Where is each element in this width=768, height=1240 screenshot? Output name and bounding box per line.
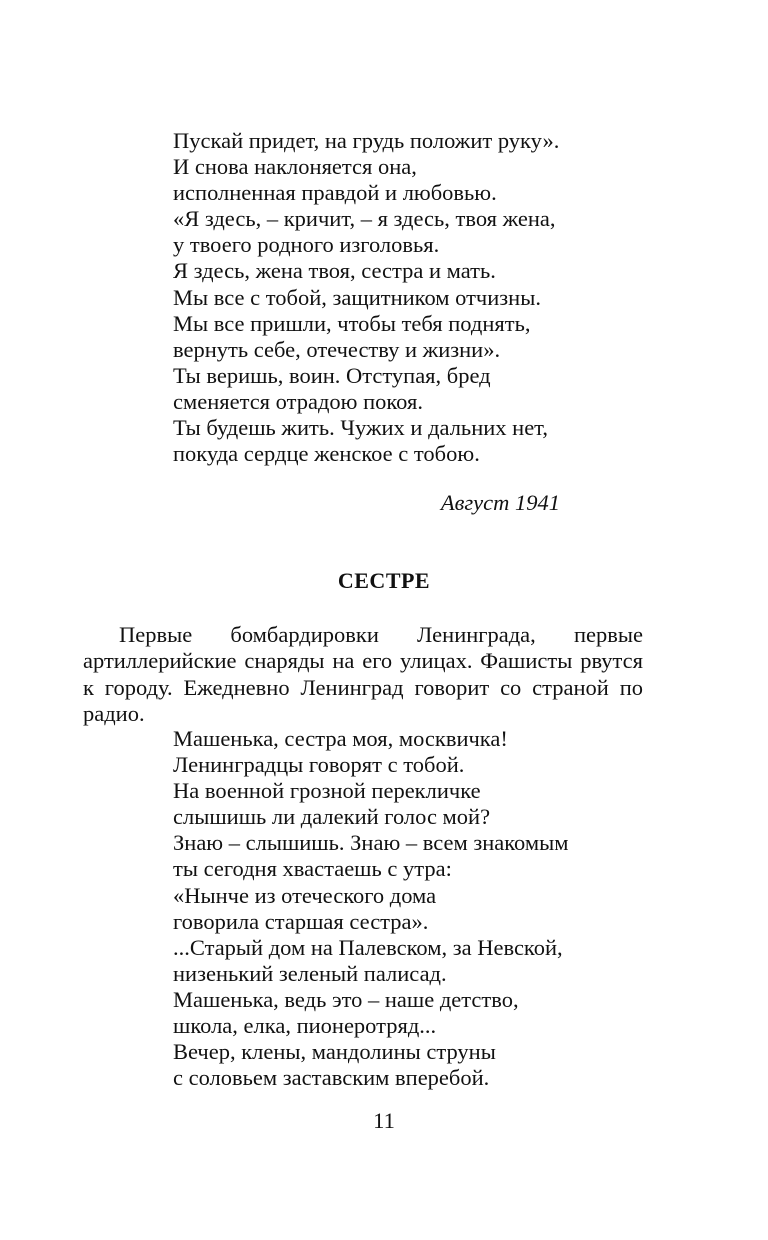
poem-line: Ты будешь жить. Чужих и дальних нет,: [173, 415, 548, 441]
poem-line: слышишь ли далекий голос мой?: [173, 804, 491, 830]
poem-line: школа, елка, пионеротряд...: [173, 1013, 437, 1039]
poem-line: Знаю – слышишь. Знаю – всем знакомым: [173, 830, 569, 856]
poem-line: Мы все с тобой, защитником отчизны.: [173, 284, 541, 310]
poem-intro-paragraph: Первые бомбардировки Ленинграда, первые артиллерийские снаряды на его улицах. Фашисты рвутся к городу. Ежедневно Ленинград говорит со страной по радио.: [83, 622, 643, 727]
poem-line: И снова наклоняется она,: [173, 154, 417, 180]
poem-line: «Я здесь, – кричит, – я здесь, твоя жена,: [173, 206, 556, 232]
poem-date: Август 1941: [440, 490, 560, 515]
poem-line: ...Старый дом на Палевском, за Невской,: [173, 934, 563, 960]
poem-line: низенький зеленый палисад.: [173, 960, 447, 986]
poem-line: Ленинградцы говорят с тобой.: [173, 752, 465, 778]
poem-line: Машенька, ведь это – наше детство,: [173, 986, 519, 1012]
page-number: 11: [373, 1108, 395, 1133]
poem-line: с соловьем заставским вперебой.: [173, 1065, 490, 1091]
poem-line: Я здесь, жена твоя, сестра и мать.: [173, 258, 496, 284]
poem-line: Вечер, клены, мандолины струны: [173, 1039, 496, 1065]
poem-line: «Нынче из отеческого дома: [173, 882, 437, 908]
poem-line: На военной грозной перекличке: [173, 778, 481, 804]
poem-sister-stanza: [173, 726, 568, 1091]
poem-title: СЕСТРЕ: [337, 568, 431, 593]
poem-line: говорила старшая сестра».: [173, 908, 429, 934]
poem-line: ты сегодня хвастаешь с утра:: [173, 856, 452, 882]
poem-line: исполненная правдой и любовью.: [173, 180, 497, 206]
poem-line: сменяется отрадою покоя.: [173, 388, 423, 414]
poem-line: вернуть себе, отечеству и жизни».: [173, 336, 501, 362]
poem-line: Пускай придет, на грудь положит руку».: [173, 128, 560, 153]
poem-line: Ты веришь, воин. Отступая, бред: [173, 362, 491, 388]
poem-line: у твоего родного изголовья.: [173, 232, 440, 258]
poem-line: Машенька, сестра моя, москвичка!: [173, 726, 508, 751]
poem-line: покуда сердце женское с тобою.: [173, 441, 480, 467]
poem-continued-stanza: [173, 128, 559, 467]
poem-line: Мы все пришли, чтобы тебя поднять,: [173, 310, 531, 336]
